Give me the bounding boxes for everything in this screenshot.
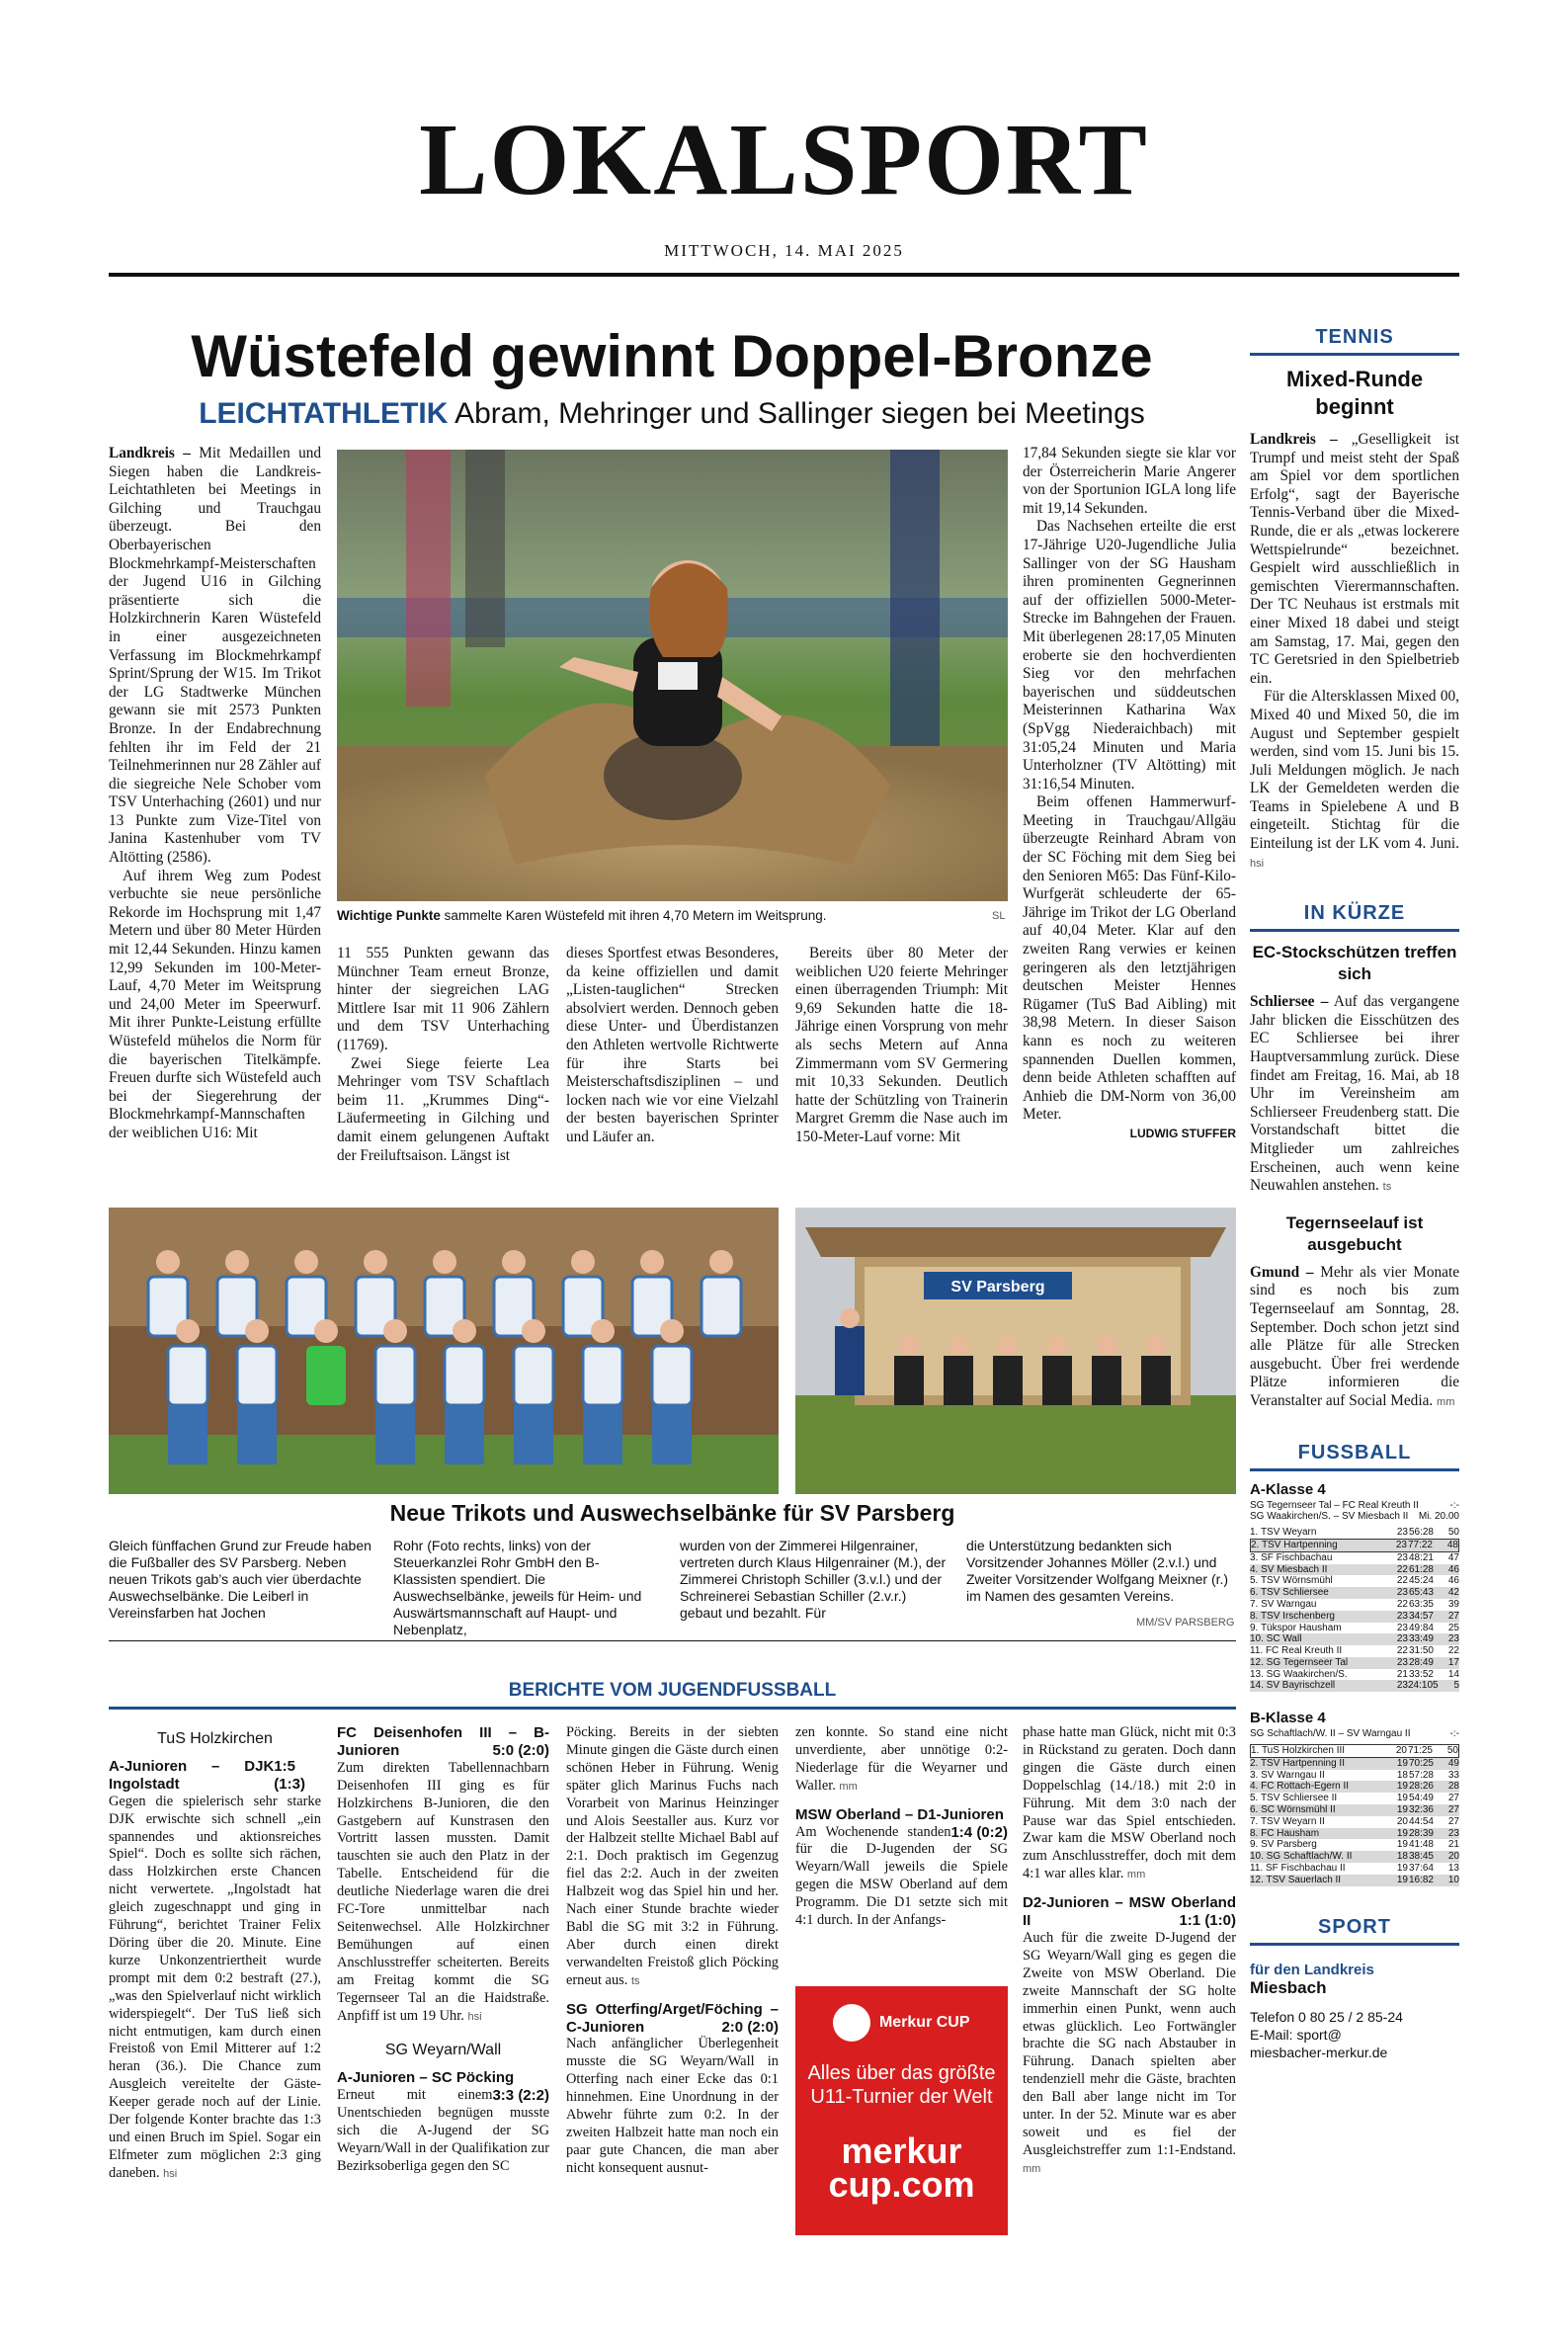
table-cell: 23 [1447,1633,1459,1645]
table-cell: 16:82 [1408,1874,1434,1885]
game-head [337,1724,549,1760]
parsberg-text-4: die Unterstützung bedankten sich Vorsitzender Johannes Möller (2.v.l.) und Zweiter Vorsitzender Wolfgang Meixner (r.) im Namen des gesamten Vereins. [966,1538,1229,1604]
paragraph: phase hatte man Glück, nicht mit 0:3 in Rückstand zu geraten. Doch dann gingen die Gäste durch einen Doppelschlag (14./18.) mit 2:0 in Führung. Mit dem 3:0 nach der Pause war das Spiel entschieden. Zwar kam die MSW Oberland noch zum Anschlusstreffer, doch mit dem 4:1 war alles klar. [1023,1724,1236,1882]
sport-place: Miesbach [1250,1977,1327,1997]
table-cell: 48:21 [1408,1551,1434,1563]
ball-icon [833,2004,870,2042]
team-photo [109,1208,779,1494]
paragraph: Nach anfänglicher Überlegenheit musste die SG Weyarn/Wall in Otterfing nach einer Ecke das 0:1 hinnehmen. Eine Unordnung in der Abwehr führte zum 0:2. In der zweiten Halbzeit hatte man noch ein paar gute Chancen, die man aber nicht konsequent ausnut- [566,2036,779,2176]
kurz2-text [1250,1264,1459,1412]
paragraph: „Geselligkeit ist Trumpf und meist steht der Spaß am Spiel vor dem sportlichen Erfolg“, sagt der Bayerische Tennis-Verband über die Mixed-Runde, die er als „etwas lockerere Wettspielrunde“ bezeichnet. Gespielt wird ausschließlich in gemischten Vierermannschaften. Der TC Neuhaus ist erstmals mit einer Mixed 18 dabei und steigt am Samstag, 17. Mai, gegen den TC Geretsried in den Spielbetrieb ein. [1250,431,1460,687]
game-head [566,2001,779,2037]
jugend-col-1 [109,1724,321,2184]
table-cell: 22 [1396,1575,1408,1587]
paragraph: Mit Medaillen und Siegen haben die Landkreis-Leichtathleten bei Meetings in Gilching und Trauchgau überzeugt. Bei den Oberbayerischen Blockmehrkampf-Meisterschaften der Jugend U16 in Gilching präsentierte sich die Holzkirchnerin Karen Wüstefeld in einer ausgezeichneten Verfassung im Blockmehrkampf Sprint/Sprung der W15. Im Trikot der LG Stadtwerke München gewann sie mit 2573 Punkten Bronze. In der Endabrechnung fehlten ihr im Feld der 21 Teilnehmerinnen nur 28 Zähler auf die siegreiche Nele Schober vom TSV Unterhaching (2601) und nur 13 Punkte zum Vize-Titel von Janina Kastenhuber vom TV Altötting (2586). [109,445,322,867]
ad-logo-text: Merkur CUP [878,2014,970,2032]
kurz2-title: Tegernseelauf ist ausgebucht [1285,1212,1424,1254]
paragraph: Erneut mit einem Unentschieden begnügen musste sich die A-Jugend der SG Weyarn/Wall in der Qualifikation zur Bezirksoberliga gegen den SC [337,2087,549,2174]
dateline-lead: Gmund – [1250,1263,1314,1281]
table-cell: 28 [1447,1781,1459,1793]
b-klasse-table [1250,1744,1459,1886]
table-cell: 50 [1446,1745,1458,1757]
team-name: 12. SG Tegernseer Tal [1250,1656,1349,1668]
team-name: 4. SV Miesbach II [1250,1563,1328,1575]
b-klasse-title: B-Klasse 4 [1250,1710,1326,1727]
dateline-lead: Landkreis – [1250,431,1338,448]
table-cell: 61:28 [1408,1563,1434,1575]
table-cell: 47 [1447,1551,1459,1563]
paragraph: Am Wochenende standen für die D-Jugenden der SG Weyarn/Wall jeweils die Spiele gegen die MSW Oberland auf dem Programm. Die D1 setzte sich mit 4:1 durch. In der Anfangs- [795,1823,1008,1929]
team-name: 1. TuS Holzkirchen III [1251,1745,1346,1757]
table-cell: 22 [1447,1645,1459,1657]
table-cell: 25 [1447,1622,1459,1633]
jugend-col-2 [337,1724,549,2176]
table-row [1250,1793,1459,1804]
jugend-col-4 [795,1724,1008,1930]
paragraph: Gegen die spielerisch sehr starke DJK erwischte sich schnell „ein spannendes und aktionsreiches Spiel“. Doch es sollte sich rächen, dass Holzkirchen erste Chancen nicht verwertete. „Ingolstadt hat gleich zugeschnappt und ging in Führung“, berichtet Trainer Felix Döring über die 20. Minute. Eine kurze Unkonzentriertheit wurde prompt mit dem 0:2 bestraft (27.), „was den Spielverlauf nicht wirklich widerspiegelt“. Der TuS ließ sich nicht entmutigen, kam durch einen Freistoß von Emil Mitterer auf 1:2 heran (36.). Die Chance zum Ausgleich vereitelte der Gäste-Keeper gerade noch auf der Linie. Der folgende Konter brachte das 1:3 und einen Bruch im Spiel. Sogar ein Elfmeter zum möglichen 2:3 ging daneben. [109,1793,321,2181]
table-row [1250,1657,1459,1669]
game-team: D2-Junioren – MSW Oberland II [1023,1894,1236,1930]
table-row [1250,1758,1459,1770]
table-row [1250,1564,1459,1576]
table-cell: 23 [1396,1587,1408,1599]
table-cell: 56:28 [1408,1527,1434,1539]
team-name: 7. TSV Weyarn II [1250,1815,1325,1827]
table-cell: 28:26 [1408,1781,1434,1793]
long-jump-photo [337,450,1008,901]
game-team: A-Junioren – SC Pöcking [337,2069,515,2087]
b-klasse-fixtures [1250,1728,1459,1740]
signature: mm [1437,1395,1455,1408]
paragraph: Für die Altersklassen Mixed 00, Mixed 40 und Mixed 50, die im August und September gespielt werden, sind vom 15. Juni bis 15. Juli Meldungen möglich. Je nach LK der Gemeldeten werden die Teams in Spielebene A und B eingeteilt. Stichtag für die Einteilung ist der LK vom 4. Juni. [1250,688,1459,853]
table-row [1250,1587,1459,1599]
game-head [109,1758,321,1794]
table-cell: 19 [1396,1757,1408,1769]
caption-text: sammelte Karen Wüstefeld mit ihren 4,70 Metern im Weitsprung. [444,908,827,923]
table-cell: 22 [1396,1645,1408,1657]
sport-email-line2[interactable]: miesbacher-merkur.de [1250,2044,1388,2060]
table-row [1250,1680,1459,1692]
game-score: 5:0 (2:0) [492,1741,549,1759]
paragraph: Das Nachsehen erteilte die erst 17-Jährige U20-Jugendliche Julia Sallinger von der SG Hausham ihren prominenten Gegnerinnen auf der offiziellen 5000-Meter-Strecke im Bahngehen der Frauen. Mit überlegenen 28:17,05 Minuten eroberte sie den hochverdienten Sieg vor den mehrfachen bayerischen und süddeutschen Meisterinnen Katharina Wax (SpVgg Niederaichbach) mit 31:05,24 Minuten und Maria Unterholzner (TV Altötting) mit 31:16,54 Minuten. [1023,518,1236,793]
signature: hsi [467,2010,482,2023]
tennis-head: TENNIS [1315,326,1394,348]
signature: hsi [163,2167,178,2180]
table-cell: 18 [1396,1769,1408,1781]
table-cell: 31:50 [1408,1645,1434,1657]
kurz1-title: EC-Stockschützen treffen sich [1252,943,1457,984]
game-team: MSW Oberland – D1-Junioren [795,1805,1004,1823]
parsberg-credit: MM/SV PARSBERG [1136,1617,1235,1629]
game-head [795,1805,1008,1841]
caption-lead: Wichtige Punkte [337,908,441,923]
table-row [1250,1781,1459,1793]
table-cell: 23 [1396,1680,1408,1692]
table-row [1250,1645,1459,1657]
table-cell: 17 [1447,1656,1459,1668]
table-row [1250,1527,1459,1539]
table-cell: 54:49 [1408,1793,1434,1804]
sport-telephone: Telefon 0 80 25 / 2 85-24 [1250,2008,1403,2025]
jugend-col-3 [566,1724,779,2178]
jugend-rule [109,1707,1236,1710]
team-name: 6. SC Wörnsmühl II [1250,1804,1336,1816]
masthead: LOKALSPORT [419,103,1149,216]
paragraph: Zum direkten Tabellennachbarn Deisenhofen III ging es für Holzkirchens B-Junioren, die den Gastgebern auf Kunstrasen den Vortritt lassen mussten. Damit tauschten sie auch den Platz in der Tabelle. Entscheidend für die deutliche Niederlage waren die drei FC-Tore unmittelbar nach Seitenwechsel. Alle Holzkirchner Bemühungen auf einen Anschlusstreffer scheiterten. Bereits am Freitag kommt die SG Tegernseer Tal an die Haidstraße. Anpfiff ist um 19 Uhr. [337,1759,549,2024]
game-score: 2:0 (2:0) [721,2018,779,2036]
table-row [1250,1623,1459,1634]
sidebar [1250,326,1459,2061]
club-head: SG Weyarn/Wall [384,2042,502,2059]
table-cell: 77:22 [1407,1539,1433,1550]
kicker: LEICHTATHLETIK [199,397,449,430]
team-name: 3. SF Fischbachau [1250,1551,1333,1563]
table-cell: 24:105 [1408,1680,1439,1692]
table-row [1250,1804,1459,1816]
table-cell: 23 [1447,1827,1459,1839]
team-name: 4. FC Rottach-Egern II [1250,1781,1350,1793]
photo-caption [337,907,979,924]
table-cell: 65:43 [1408,1587,1434,1599]
table-cell: 23 [1396,1656,1408,1668]
table-cell: 19 [1396,1781,1408,1793]
table-cell: 19 [1396,1827,1408,1839]
parsberg-headline: Neue Trikots und Auswechselbänke für SV Parsberg [389,1500,955,1526]
team-name: 14. SV Bayrischzell [1250,1680,1336,1692]
table-row [1250,1669,1459,1681]
fixture-result: Mi. 20.00 [1418,1511,1459,1523]
table-cell: 50 [1447,1527,1459,1539]
table-row [1250,1839,1459,1851]
paragraph: 11 555 Punkten gewann das Münchner Team erneut Bronze, hinter der siegreichen LAG Mittlere Isar mit 11 906 Zählern und dem TSV Unterhaching (11769). [337,945,549,1053]
table-cell: 39 [1447,1598,1459,1610]
team-name: 10. SC Wall [1250,1633,1302,1645]
table-cell: 23 [1396,1633,1408,1645]
table-cell: 71:25 [1407,1745,1433,1757]
team-name: 5. TSV Wörnsmühl [1250,1575,1333,1587]
table-row [1250,1599,1459,1611]
kurz-rule [1250,929,1459,932]
table-cell: 37:64 [1408,1863,1434,1875]
game-team: SG Otterfing/Arget/Föching – C-Junioren [566,2000,779,2036]
table-cell: 70:25 [1408,1757,1434,1769]
subhead-text: Abram, Mehringer und Sallinger siegen bei Meetings [454,397,1145,430]
table-row [1250,1875,1459,1886]
table-cell: 33:49 [1408,1633,1434,1645]
ad-logo [795,2004,1008,2042]
table-cell: 44:54 [1408,1815,1434,1827]
table-row [1250,1816,1459,1828]
jugend-col-5 [1023,1724,1236,2179]
fixture: SG Waakirchen/S. – SV Miesbach II [1250,1511,1409,1523]
tennis-rule [1250,353,1459,356]
team-name: 8. FC Hausham [1250,1827,1320,1839]
sport-email-line1[interactable]: E-Mail: sport@ [1250,2026,1342,2043]
table-cell: 18 [1396,1851,1408,1863]
table-cell: 27 [1447,1793,1459,1804]
bench-photo [795,1208,1236,1494]
fussball-rule [1250,1468,1459,1471]
masthead-rule [109,273,1459,277]
parsberg-text-1: Gleich fünffachen Grund zur Freude haben die Fußballer des SV Parsberg. Neben neuen Trikots gab’s auch vier überdachte Auswechselbänke. Die Leiberl in Vereinsfarben hat Jochen [109,1538,371,1621]
table-cell: 14 [1447,1668,1459,1680]
sport-rule [1250,1943,1459,1946]
paragraph: Mehr als vier Monate sind es noch bis zum Tegernseelauf am Sonntag, 28. September. Doch schon jetzt sind alle Plätze für alle Strecken ausgebucht. Über frei werdende Plätze informieren die Veranstalter auf Social Media. [1250,1263,1460,1409]
table-row [1250,1851,1459,1863]
signature: mm [839,1780,858,1793]
dateline: MITTWOCH, 14. MAI 2025 [664,241,904,260]
paragraph: Auch für die zweite D-Jugend der SG Weyarn/Wall ging es gegen die Zweite von MSW Oberland. Die zweite Mannschaft der SG holte immerhin einen Punkt, wenn auch etwas glücklich. Leo Fortwängler brachte die SG nach Abstauber in Führung. Danach spielten aber tendenziell mehr die Gäste, brachten den Ball aber lange nicht im Tor unter. In der 52. Minute war es aber soweit und es fiel der Ausgleichstreffer zum 1:1-Endstand. [1023,1929,1236,2158]
paragraph: dieses Sportfest etwas Besonderes, da keine offiziellen und damit „Listen-tauglichen“ Strecken absolviert werden. Dennoch geben diese Unter- und Überdistanzen den Athleten wertvolle Richtwerte für ihre Starts bei Meisterschaftsdisziplinen – und locken nach wie vor eine Vielzahl der besten bayerischen Sprinter und Läufer an. [566,945,779,1145]
table-row [1250,1744,1459,1758]
paragraph: Auf das vergangene Jahr blicken die Eisschützen des EC Schliersee bei ihrer Hauptversammlung zurück. Diese findet am Freitag, 16. Mai, ab 18 Uhr im Vereinsheim am Schlierseer Freudenberg statt. Die Vorstandschaft bittet die Mitglieder um zahlreiches Erscheinen, auch wenn keine Neuwahlen anstehen. [1250,993,1460,1195]
main-headline: Wüstefeld gewinnt Doppel-Bronze [191,323,1153,389]
paragraph: Beim offenen Hammerwurf-Meeting in Trauchgau/Allgäu überzeugte Reinhard Abram von der SC Föching mit dem Sieg bei den Senioren M65: Das Fünf-Kilo-Wurfgerät schleuderte der 65-Jährige im Trikot der LG Oberland auf 40,04 Meter. Klar auf den zweiten Rang verwies er keinen geringeren als den letztjährigen deutschen Meister Hennes Rügamer (TuS Bad Aibling) mit 38,98 Metern. In dieser Saison kann es noch zu weiteren spannenden Duellen kommen, denn beide Athleten schafften auf Anhieb die DM-Norm von 36,00 Meter. [1023,794,1236,1124]
game-team: A-Junioren – DJK Ingolstadt [109,1757,275,1793]
sport-for: für den Landkreis [1250,1961,1374,1978]
table-cell: 23 [1396,1622,1408,1633]
signature: hsi [1250,857,1265,870]
article-col-5 [1023,445,1236,1143]
table-cell: 33:52 [1408,1668,1434,1680]
table-cell: 23 [1396,1551,1408,1563]
article-col-1 [109,445,321,1143]
table-cell: 63:35 [1408,1598,1434,1610]
table-cell: 34:57 [1408,1610,1434,1622]
table-cell: 23 [1396,1610,1408,1622]
team-name: 9. SV Parsberg [1250,1839,1317,1851]
fixture: SG Tegernseer Tal – FC Real Kreuth II [1250,1499,1419,1511]
table-cell: 27 [1447,1815,1459,1827]
table-cell: 20 [1447,1851,1459,1863]
table-row [1250,1863,1459,1875]
table-cell: 20 [1395,1745,1407,1757]
tennis-text [1250,431,1459,873]
fixture-result: -:- [1449,1728,1459,1740]
table-cell: 46 [1447,1575,1459,1587]
dateline-lead: Schliersee – [1250,993,1329,1011]
table-cell: 27 [1447,1804,1459,1816]
table-cell: 19 [1396,1839,1408,1851]
team-name: 11. SF Fischbachau II [1250,1863,1346,1875]
jugend-section-head: BERICHTE VOM JUGENDFUSSBALL [508,1680,837,1701]
table-cell: 42 [1447,1587,1459,1599]
paragraph: zen konnte. So stand eine nicht unverdiente, aber unnötige 0:2-Niederlage für die Weyarner und Waller. [795,1724,1008,1794]
table-cell: 33 [1447,1769,1459,1781]
ad-text: Alles über das größte U11-Turnier der Welt [807,2062,996,2108]
game-team: FC Deisenhofen III – B-Junioren [337,1724,549,1759]
table-cell: 22 [1396,1563,1408,1575]
merkur-cup-ad[interactable] [795,1986,1008,2235]
team-name: 2. TSV Hartpenning [1251,1539,1338,1550]
sport-contact [1250,2008,1459,2061]
sport-head: SPORT [1318,1915,1391,1938]
kurz-head: IN KÜRZE [1303,902,1406,925]
signature: ts [1382,1181,1392,1194]
table-cell: 45:24 [1408,1575,1434,1587]
table-cell: 10 [1447,1874,1459,1885]
a-klasse-table [1250,1527,1459,1692]
team-name: 13. SG Waakirchen/S. [1250,1668,1348,1680]
ad-url-line2: cup.com [828,2164,975,2205]
team-name: 5. TSV Schliersee II [1250,1793,1338,1804]
team-name: 7. SV Warngau [1250,1598,1317,1610]
table-cell: 49:84 [1408,1622,1434,1633]
table-row [1250,1633,1459,1645]
table-cell: 21 [1396,1668,1408,1680]
table-cell: 5 [1453,1680,1459,1692]
article-col-3 [566,945,779,1147]
table-cell: 57:28 [1408,1769,1434,1781]
table-cell: 49 [1447,1757,1459,1769]
parsberg-text-2: Rohr (Foto rechts, links) von der Steuerkanzlei Rohr GmbH den B-Klassisten spendiert. Die Auswechselbänke, jeweils für Heim- und Auswärtsmannschaft auf Haupt- und Nebenplatz, [393,1538,642,1637]
table-cell: 19 [1396,1863,1408,1875]
team-name: 8. TSV Irschenberg [1250,1610,1335,1622]
paragraph: Auf ihrem Weg zum Podest verbuchte sie neue persönliche Rekorde im Hochsprung mit 1,47 Metern und über 80 Meter Hürden mit 12,44 Sekunden. Hinzu kamen 12,99 Sekunden im 100-Meter-Lauf, 4,70 Meter im Weitsprung und 24,00 Meter im Speerwurf. Mit ihrer Punkte-Leistung erfüllte Wüstefeld mühelos die Norm für die bayerischen Titelkämpfe. Freuen durfte sich Wüstefeld auch bei der Siegerehrung der Blockmehrkampf-Mannschaften der weiblichen U16: Mit [109,867,321,1141]
tennis-title: Mixed-Runde beginnt [1285,367,1424,419]
table-cell: 27 [1447,1610,1459,1622]
game-head [1023,1894,1236,1930]
paragraph: Pöcking. Bereits in der siebten Minute gingen die Gäste durch einen schönen Heber in Führung. Wenig später glich Marinus Fuchs nach Vorarbeit von Marinus Heinzinger und Alois Seestaller aus. Kurz vor der Halbzeit stellte Michael Babl auf 2:1. Doch praktisch im Gegenzug fiel das 2:2. Auch in der zweiten Halbzeit wog das Spiel hin und her. Nach einer Stunde brachte wieder Babl die SG mit 3:2 in Führung. Aber durch einen direkt verwandelten Freistoß glich Pöcking erneut aus. [566,1724,779,1988]
table-cell: 19 [1396,1793,1408,1804]
table-cell: 28:49 [1408,1656,1434,1668]
dateline-lead: Landkreis – [109,445,191,461]
bench-banner-text: SV Parsberg [950,1279,1045,1295]
team-name: 12. TSV Sauerlach II [1250,1874,1342,1885]
fixture-result: -:- [1449,1499,1459,1511]
a-klasse-fixtures [1250,1500,1459,1524]
game-score: 1:1 (1:0) [1179,1912,1236,1930]
table-row [1250,1539,1459,1552]
article-col-2 [337,945,549,1165]
parsberg-text-3: wurden von der Zimmerei Hilgenrainer, vertreten durch Klaus Hilgenrainer (M.), der Zimmerei Christoph Schiller (3.v.l.) und der Schreinerei Sebastian Schiller (2.v.r.) gebaut und bezahlt. Für [680,1538,947,1621]
team-name: 9. Tükspor Hausham [1250,1622,1342,1633]
table-cell: 19 [1396,1804,1408,1816]
kurz1-text [1250,993,1459,1197]
table-row [1250,1552,1459,1564]
club-head: TuS Holzkirchen [157,1730,273,1747]
team-name: 10. SG Schaftlach/W. II [1250,1851,1353,1863]
team-name: 1. TSV Weyarn [1250,1527,1317,1539]
table-cell: 13 [1447,1863,1459,1875]
table-cell: 22 [1396,1598,1408,1610]
table-cell: 48 [1446,1539,1458,1550]
table-cell: 38:45 [1408,1851,1434,1863]
divider [109,1640,1236,1641]
paragraph: Bereits über 80 Meter der weiblichen U20 feierte Mehringer einen überragenden Triumph: Mit 9,69 Sekunden hatte die 18-Jährige einen Vorsprung von mehr als sechs Metern auf Anna Zimmermann vom SV Germering mit 10,33 Sekunden. Deutlich hatte der Schützling von Trainerin Margret Gremm die Nase auch im 150-Meter-Lauf vorne: Mit [795,945,1008,1145]
fixture: SG Schaftlach/W. II – SV Warngau II [1250,1728,1411,1740]
photo-credit: SL [992,910,1006,922]
signature: ts [630,1974,640,1987]
table-cell: 46 [1447,1563,1459,1575]
game-score: 1:4 (0:2) [950,1823,1008,1841]
article-col-4 [795,945,1008,1147]
table-row [1250,1611,1459,1623]
signature: mm [1126,1869,1146,1881]
game-head [337,2069,549,2105]
team-name: 11. FC Real Kreuth II [1250,1645,1343,1657]
team-name: 6. TSV Schliersee [1250,1587,1329,1599]
signature: mm [1023,2162,1041,2175]
table-cell: 19 [1396,1874,1408,1885]
table-cell: 41:48 [1408,1839,1434,1851]
a-klasse-title: A-Klasse 4 [1250,1480,1326,1498]
author: LUDWIG STUFFER [1129,1126,1236,1140]
table-row [1250,1770,1459,1782]
paragraph: 17,84 Sekunden siegte sie klar vor der Österreicherin Marie Angerer von der Sportunion IGLA long life mit 19,14 Sekunden. [1023,445,1236,517]
table-cell: 20 [1396,1815,1408,1827]
table-cell: 23 [1396,1527,1408,1539]
table-cell: 23 [1395,1539,1407,1550]
team-name: 3. SV Warngau II [1250,1769,1325,1781]
table-cell: 28:39 [1408,1827,1434,1839]
paragraph: Zwei Siege feierte Lea Mehringer vom TSV Schaftlach beim 11. „Krummes Ding“-Läufermeeting in Gilching und damit einem gelungenen Auftakt der Freiluftsaison. Längst ist [337,1054,549,1164]
game-score: 1:5 (1:3) [274,1757,305,1793]
game-score: 3:3 (2:2) [492,2087,549,2105]
ad-url-line1: merkur [841,2131,962,2171]
fussball-head: FUSSBALL [1297,1441,1412,1463]
main-subhead [109,397,1235,431]
table-cell: 32:36 [1408,1804,1434,1816]
table-cell: 21 [1447,1839,1459,1851]
table-row [1250,1828,1459,1840]
team-name: 2. TSV Hartpenning II [1250,1757,1345,1769]
table-row [1250,1575,1459,1587]
